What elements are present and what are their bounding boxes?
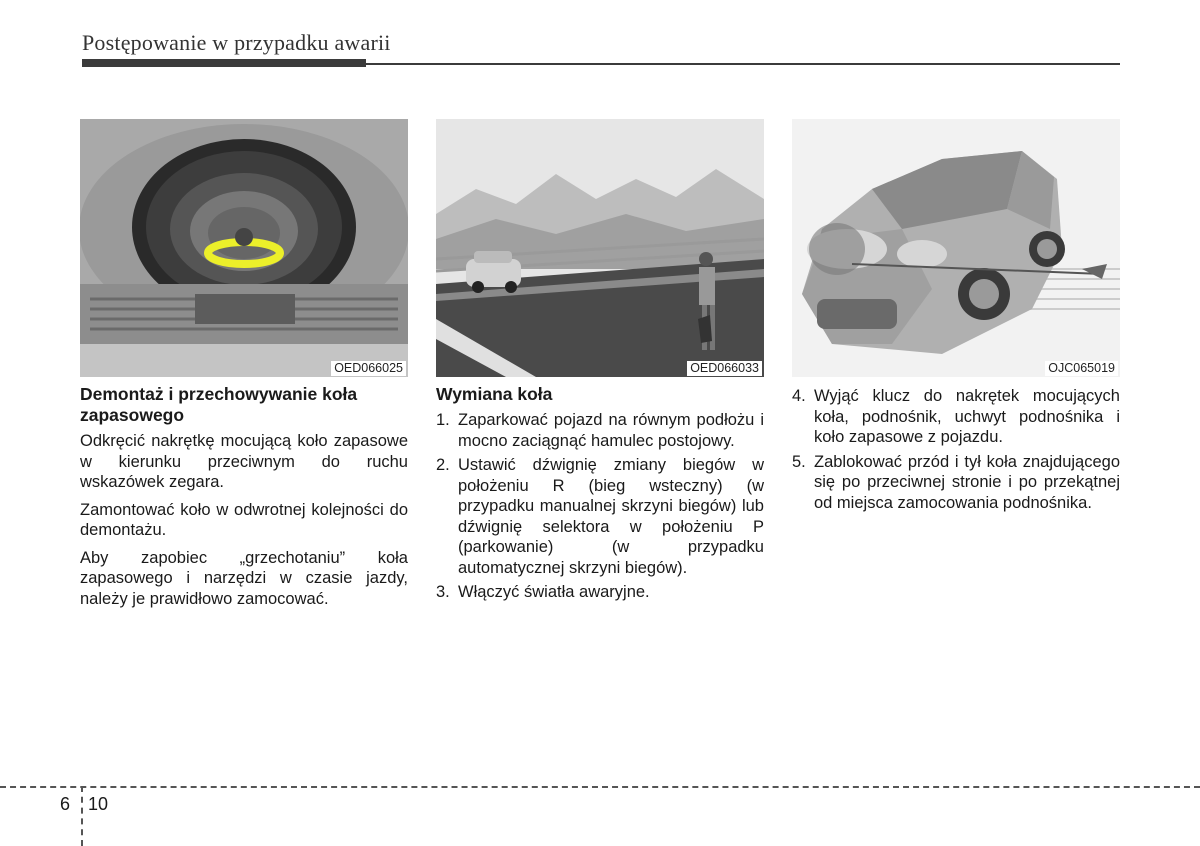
footer-page-separator xyxy=(81,786,83,846)
step-item xyxy=(436,582,764,603)
car-jack-illustration xyxy=(792,119,1120,377)
roadside-parking-illustration xyxy=(436,119,764,377)
figure-code: OED066033 xyxy=(687,361,762,376)
header-rule-thick xyxy=(82,59,366,67)
step-item xyxy=(436,455,764,578)
step-text: Włączyć światła awaryjne. xyxy=(458,583,650,601)
footer-divider xyxy=(0,786,1200,788)
figure-roadside-parking xyxy=(436,119,764,377)
step-number: 4. xyxy=(792,387,806,405)
page-number: 10 xyxy=(88,794,109,814)
step-text: Wyjąć klucz do nakrętek mocujących koła, podnośnik, uchwyt podnośnika i koło zapasowe z pojazdu. xyxy=(814,387,1120,446)
figure-code: OED066025 xyxy=(331,361,406,376)
step-number: 5. xyxy=(792,452,806,471)
header-rule-thin xyxy=(366,63,1120,65)
paragraph: Aby zapobiec „grzechotaniu” koła zapasowego i narzędzi w czasie jazdy, należy je prawidłowo zamocować. xyxy=(80,548,408,608)
chapter-number: 6 xyxy=(60,794,71,814)
steps-list xyxy=(792,386,1120,513)
column-spare-tire-storage xyxy=(80,384,408,616)
paragraph: Odkręcić nakrętkę mocującą koło zapasowe w kierunku przeciwnym do ruchu wskazówek zegara. xyxy=(80,432,408,491)
page-header-title: Postępowanie w przypadku awarii xyxy=(82,30,391,55)
spare-tire-illustration xyxy=(80,119,408,377)
step-number: 3. xyxy=(436,583,450,601)
section-heading: Wymiana koła xyxy=(436,384,553,404)
step-number: 2. xyxy=(436,456,450,474)
step-item xyxy=(792,452,1120,514)
section-heading: Demontaż i przechowywanie koła zapasowego xyxy=(80,384,358,425)
step-item xyxy=(436,410,764,451)
steps-list xyxy=(436,410,764,603)
step-item xyxy=(792,386,1120,448)
figure-code: OJC065019 xyxy=(1045,361,1118,376)
paragraph: Zamontować koło w odwrotnej kolejności do demontażu. xyxy=(80,500,408,539)
step-text: Zaparkować pojazd na równym podłożu i mocno zaciągnąć hamulec postojowy. xyxy=(458,411,764,450)
step-number: 1. xyxy=(436,411,450,429)
column-wheel-change-continued xyxy=(792,386,1120,517)
step-text: Ustawić dźwignię zmiany biegów w położeniu R (bieg wsteczny) (w przypadku manualnej skrzyni biegów) lub dźwignię selektora w położeniu P (parkowanie) (w przypadku automatycznej skrzyni biegów). xyxy=(458,456,764,577)
figure-spare-tire xyxy=(80,119,408,377)
column-wheel-change xyxy=(436,384,764,607)
figure-car-jack xyxy=(792,119,1120,377)
step-text: Zablokować przód i tył koła znajdującego się po przeciwnej stronie i po przekątnej od miejsca zamocowania podnośnika. xyxy=(814,452,1120,512)
